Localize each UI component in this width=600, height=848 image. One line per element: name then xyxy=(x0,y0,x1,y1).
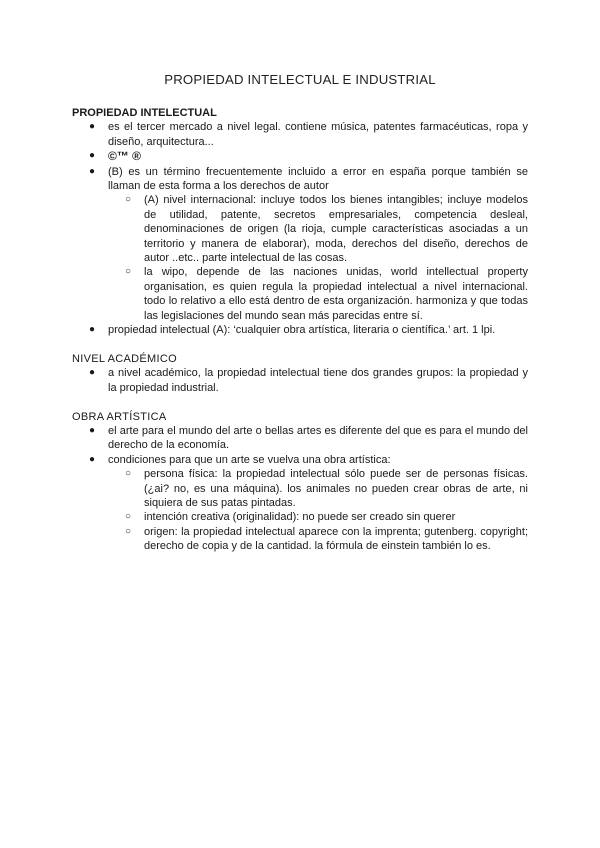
sub-list-item xyxy=(72,193,528,265)
section-heading-propiedad-intelectual: PROPIEDAD INTELECTUAL xyxy=(72,107,217,119)
sub-list-item xyxy=(72,525,528,554)
sub-list-item-text: la wipo, depende de las naciones unidas, world intellectual property organisation, es quien regula la propiedad intelectual a nivel internacional. todo lo relativo a ello está dentro de esta organización. harmoniza y que todas las legislaciones del mundo sean más parecidas entre sí. xyxy=(144,266,528,322)
list-item-text: es el tercer mercado a nivel legal. contiene música, patentes farmacéuticas, ropa y diseño, arquitectura... xyxy=(108,121,528,148)
list-item xyxy=(72,120,528,149)
bullet-icon: ● xyxy=(89,121,96,133)
list-item xyxy=(72,453,528,554)
list-item-text: propiedad intelectual (A): ‘cualquier obra artística, literaria o científica.’ art. 1 lpi. xyxy=(108,324,496,337)
hollow-bullet-icon: ○ xyxy=(125,468,132,480)
sub-list-item-text: (A) nivel internacional: incluye todos los bienes intangibles; incluye modelos de utilidad, patente, secretos empresariales, competencia desleal, denominaciones de origen (la rioja, cumple características asociadas a un territorio y manera de elaborar), moda, derechos del diseño, derechos de autor ..etc.. parte intelectual de las cosas. xyxy=(144,194,528,265)
section-heading-obra-artistica: OBRA ARTÍSTICA xyxy=(72,410,167,423)
copyright-trademark-symbols: ©™ ® xyxy=(108,149,142,164)
list-item xyxy=(72,165,528,323)
sub-list-item xyxy=(72,510,528,524)
sub-list-item-text: intención creativa (originalidad): no puede ser creado sin querer xyxy=(144,511,456,524)
list-item xyxy=(72,366,528,395)
hollow-bullet-icon: ○ xyxy=(125,266,132,278)
bullet-icon: ● xyxy=(89,424,96,436)
list-item-text: el arte para el mundo del arte o bellas artes es diferente del que es para el mundo del derecho de la economía. xyxy=(108,424,528,452)
hollow-bullet-icon: ○ xyxy=(125,511,132,523)
sub-list-item-text: origen: la propiedad intelectual aparece con la imprenta; gutenberg. copyright; derecho de copia y de la cantidad. la fórmula de einstein también lo es. xyxy=(144,525,528,553)
document-body xyxy=(72,106,528,554)
list-item-text: (B) es un término frecuentemente incluido a error en españa porque también se llaman de esta forma a los derechos de autor xyxy=(108,165,528,193)
bullet-list xyxy=(72,424,528,554)
list-item xyxy=(72,323,528,337)
bullet-list xyxy=(72,366,528,395)
sub-list-item xyxy=(72,467,528,510)
list-item xyxy=(72,149,528,164)
list-item xyxy=(72,424,528,453)
section-heading-nivel-academico: NIVEL ACADÉMICO xyxy=(72,352,177,365)
document-title: PROPIEDAD INTELECTUAL E INDUSTRIAL xyxy=(164,72,436,87)
list-item-text: a nivel académico, la propiedad intelectual tiene dos grandes grupos: la propiedad y la propiedad industrial. xyxy=(108,367,528,394)
bullet-list xyxy=(72,120,528,337)
sub-list-item-text: persona física: la propiedad intelectual sólo puede ser de personas físicas. (¿ai? no, es una máquina). los animales no pueden crear obras de arte, ni siquiera de sus patas pintadas. xyxy=(144,468,528,509)
sub-list-item xyxy=(72,265,528,323)
bullet-icon: ● xyxy=(89,453,96,465)
hollow-bullet-icon: ○ xyxy=(125,194,132,206)
hollow-bullet-icon: ○ xyxy=(125,525,132,537)
bullet-icon: ● xyxy=(89,324,96,336)
bullet-icon: ● xyxy=(89,367,96,379)
bullet-icon: ● xyxy=(89,150,96,162)
sub-bullet-list xyxy=(108,193,528,323)
list-item-text: condiciones para que un arte se vuelva una obra artística: xyxy=(108,453,391,466)
sub-bullet-list xyxy=(108,467,528,553)
bullet-icon: ● xyxy=(89,165,96,177)
